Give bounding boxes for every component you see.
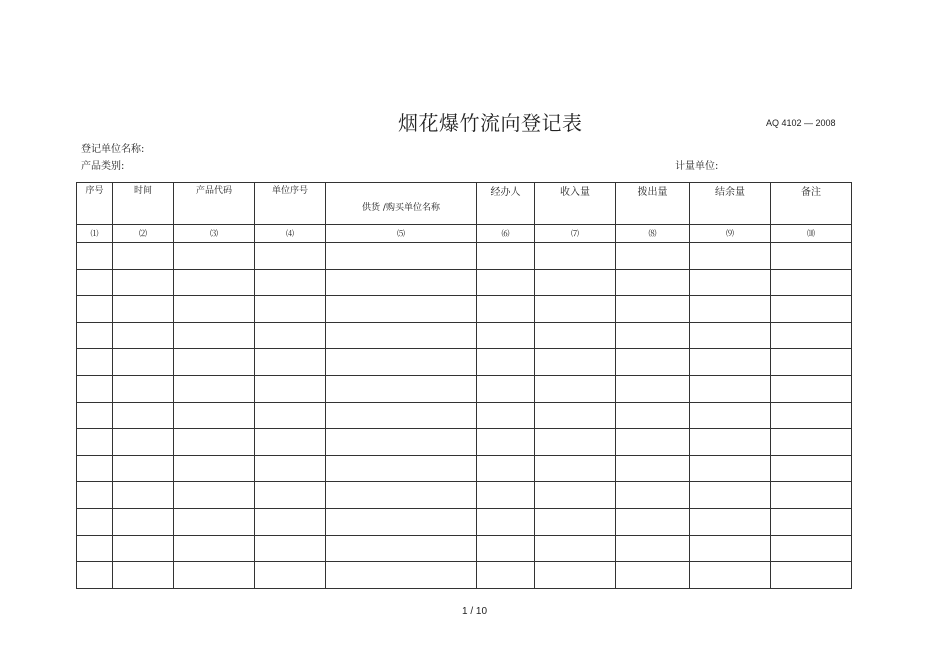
table-cell[interactable]: [113, 243, 174, 270]
table-cell[interactable]: [690, 322, 771, 349]
table-cell[interactable]: [535, 482, 616, 509]
table-cell[interactable]: [616, 455, 690, 482]
table-cell[interactable]: [174, 455, 255, 482]
column-number: ⑼: [690, 225, 771, 243]
table-cell[interactable]: [113, 375, 174, 402]
page-indicator: 1 / 10: [462, 606, 488, 617]
table-cell[interactable]: [77, 269, 113, 296]
column-number: ⑹: [477, 225, 535, 243]
table-cell[interactable]: [255, 269, 326, 296]
table-cell[interactable]: [690, 243, 771, 270]
table-cell[interactable]: [477, 455, 535, 482]
table-cell[interactable]: [113, 482, 174, 509]
table-cell[interactable]: [113, 508, 174, 535]
table-cell[interactable]: [477, 375, 535, 402]
table-cell[interactable]: [535, 535, 616, 562]
table-cell[interactable]: [535, 296, 616, 323]
table-cell[interactable]: [255, 429, 326, 456]
header-row: [77, 183, 852, 225]
header-cell: 产品代码: [174, 183, 255, 225]
table-cell[interactable]: [174, 375, 255, 402]
header-cell: 结余量: [690, 183, 771, 225]
table-cell[interactable]: [77, 508, 113, 535]
table-row: [77, 243, 852, 270]
table-cell[interactable]: [255, 296, 326, 323]
table-cell[interactable]: [77, 429, 113, 456]
table-cell[interactable]: [174, 322, 255, 349]
table-cell[interactable]: [77, 349, 113, 376]
table-cell[interactable]: [690, 375, 771, 402]
table-cell[interactable]: [477, 482, 535, 509]
table-cell[interactable]: [174, 535, 255, 562]
table-cell[interactable]: [535, 322, 616, 349]
table-cell[interactable]: [255, 562, 326, 589]
column-number: ⑵: [113, 225, 174, 243]
table-cell[interactable]: [174, 429, 255, 456]
table-row: [77, 562, 852, 589]
table-cell[interactable]: [326, 375, 477, 402]
table-cell[interactable]: [326, 322, 477, 349]
table-cell[interactable]: [771, 535, 852, 562]
table-cell[interactable]: [616, 375, 690, 402]
table-cell[interactable]: [477, 243, 535, 270]
table-cell[interactable]: [174, 562, 255, 589]
table-cell[interactable]: [113, 322, 174, 349]
table-cell[interactable]: [255, 455, 326, 482]
table-cell[interactable]: [326, 508, 477, 535]
table-row: [77, 322, 852, 349]
table-cell[interactable]: [477, 349, 535, 376]
table-cell[interactable]: [255, 508, 326, 535]
table-cell[interactable]: [771, 402, 852, 429]
document-title: 烟花爆竹流向登记表: [398, 111, 583, 135]
table-row: [77, 429, 852, 456]
table-cell[interactable]: [771, 508, 852, 535]
table-cell[interactable]: [326, 429, 477, 456]
table-cell[interactable]: [477, 508, 535, 535]
table-cell[interactable]: [326, 535, 477, 562]
table-cell[interactable]: [113, 296, 174, 323]
table-cell[interactable]: [690, 482, 771, 509]
table-cell[interactable]: [690, 269, 771, 296]
column-number: ⑸: [326, 225, 477, 243]
table-cell[interactable]: [113, 455, 174, 482]
table-cell[interactable]: [616, 296, 690, 323]
table-cell[interactable]: [771, 562, 852, 589]
column-number: ⑶: [174, 225, 255, 243]
table-cell[interactable]: [616, 429, 690, 456]
table-cell[interactable]: [77, 455, 113, 482]
registration-table: [76, 182, 852, 589]
table-cell[interactable]: [326, 482, 477, 509]
table-cell[interactable]: [477, 269, 535, 296]
table-cell[interactable]: [477, 322, 535, 349]
header-cell: 备注: [771, 183, 852, 225]
table-cell[interactable]: [113, 269, 174, 296]
header-cell: 供货 /购买单位名称: [326, 183, 477, 225]
table-cell[interactable]: [113, 535, 174, 562]
table-cell[interactable]: [477, 402, 535, 429]
table-cell[interactable]: [690, 402, 771, 429]
table-cell[interactable]: [477, 562, 535, 589]
column-number-row: [77, 225, 852, 243]
table-cell[interactable]: [535, 455, 616, 482]
table-cell[interactable]: [690, 296, 771, 323]
table-cell[interactable]: [616, 562, 690, 589]
header-cell: 收入量: [535, 183, 616, 225]
table-cell[interactable]: [174, 269, 255, 296]
table-cell[interactable]: [616, 243, 690, 270]
table-cell[interactable]: [690, 508, 771, 535]
measure-unit-label: 计量单位:: [675, 161, 719, 172]
table-row: [77, 349, 852, 376]
table-cell[interactable]: [616, 349, 690, 376]
unit-name-label: 登记单位名称:: [81, 144, 145, 155]
table-cell[interactable]: [690, 429, 771, 456]
table-cell[interactable]: [535, 429, 616, 456]
table-cell[interactable]: [255, 402, 326, 429]
table-cell[interactable]: [326, 349, 477, 376]
table-cell[interactable]: [477, 296, 535, 323]
table-row: [77, 482, 852, 509]
table-cell[interactable]: [77, 482, 113, 509]
product-category-label: 产品类别:: [81, 161, 125, 172]
header-cell: 经办人: [477, 183, 535, 225]
table-cell[interactable]: [113, 402, 174, 429]
table-cell[interactable]: [77, 535, 113, 562]
table-cell[interactable]: [690, 562, 771, 589]
table-cell[interactable]: [771, 269, 852, 296]
table-cell[interactable]: [255, 482, 326, 509]
table-cell[interactable]: [326, 296, 477, 323]
header-cell: 拨出量: [616, 183, 690, 225]
table-cell[interactable]: [535, 562, 616, 589]
table-cell[interactable]: [535, 243, 616, 270]
table-cell[interactable]: [616, 269, 690, 296]
table-row: [77, 402, 852, 429]
table-cell[interactable]: [77, 562, 113, 589]
table-cell[interactable]: [771, 296, 852, 323]
table-row: [77, 269, 852, 296]
table-cell[interactable]: [77, 375, 113, 402]
table-cell[interactable]: [174, 349, 255, 376]
table-cell[interactable]: [255, 375, 326, 402]
table-cell[interactable]: [771, 322, 852, 349]
table-cell[interactable]: [535, 349, 616, 376]
table-cell[interactable]: [616, 482, 690, 509]
table-cell[interactable]: [771, 243, 852, 270]
table-cell[interactable]: [255, 535, 326, 562]
table-cell[interactable]: [113, 562, 174, 589]
table-cell[interactable]: [690, 535, 771, 562]
table-cell[interactable]: [255, 349, 326, 376]
table-row: [77, 508, 852, 535]
table-row: [77, 375, 852, 402]
table-body: [77, 243, 852, 589]
table-cell[interactable]: [77, 243, 113, 270]
table-cell[interactable]: [535, 508, 616, 535]
table-row: [77, 296, 852, 323]
header-cell: 时间: [113, 183, 174, 225]
table-cell[interactable]: [616, 402, 690, 429]
column-number: ⑷: [255, 225, 326, 243]
column-number: ⑴: [77, 225, 113, 243]
table-cell[interactable]: [771, 455, 852, 482]
standard-code: AQ 4102 — 2008: [766, 118, 836, 128]
table-row: [77, 455, 852, 482]
table-cell[interactable]: [771, 482, 852, 509]
table-cell[interactable]: [255, 243, 326, 270]
table-cell[interactable]: [77, 296, 113, 323]
table-cell[interactable]: [326, 455, 477, 482]
table-cell[interactable]: [326, 243, 477, 270]
table-cell[interactable]: [326, 402, 477, 429]
header-cell: 序号: [77, 183, 113, 225]
table-cell[interactable]: [616, 322, 690, 349]
table-cell[interactable]: [174, 508, 255, 535]
table-cell[interactable]: [690, 349, 771, 376]
table-cell[interactable]: [77, 402, 113, 429]
column-number: ⑺: [535, 225, 616, 243]
column-number: ⑽: [771, 225, 852, 243]
table-cell[interactable]: [771, 375, 852, 402]
table-cell[interactable]: [690, 455, 771, 482]
table-cell[interactable]: [535, 269, 616, 296]
table-cell[interactable]: [616, 508, 690, 535]
table-cell[interactable]: [174, 296, 255, 323]
table-cell[interactable]: [771, 429, 852, 456]
table-cell[interactable]: [113, 429, 174, 456]
table-cell[interactable]: [771, 349, 852, 376]
table-cell[interactable]: [113, 349, 174, 376]
table-cell[interactable]: [477, 535, 535, 562]
table-cell[interactable]: [326, 562, 477, 589]
table-cell[interactable]: [326, 269, 477, 296]
table-cell[interactable]: [77, 322, 113, 349]
table-cell[interactable]: [174, 402, 255, 429]
header-cell: 单位序号: [255, 183, 326, 225]
column-number: ⑻: [616, 225, 690, 243]
table-cell[interactable]: [174, 482, 255, 509]
table-cell[interactable]: [616, 535, 690, 562]
table-cell[interactable]: [535, 375, 616, 402]
table-cell[interactable]: [535, 402, 616, 429]
table-row: [77, 535, 852, 562]
table-cell[interactable]: [255, 322, 326, 349]
table-cell[interactable]: [174, 243, 255, 270]
table-cell[interactable]: [477, 429, 535, 456]
